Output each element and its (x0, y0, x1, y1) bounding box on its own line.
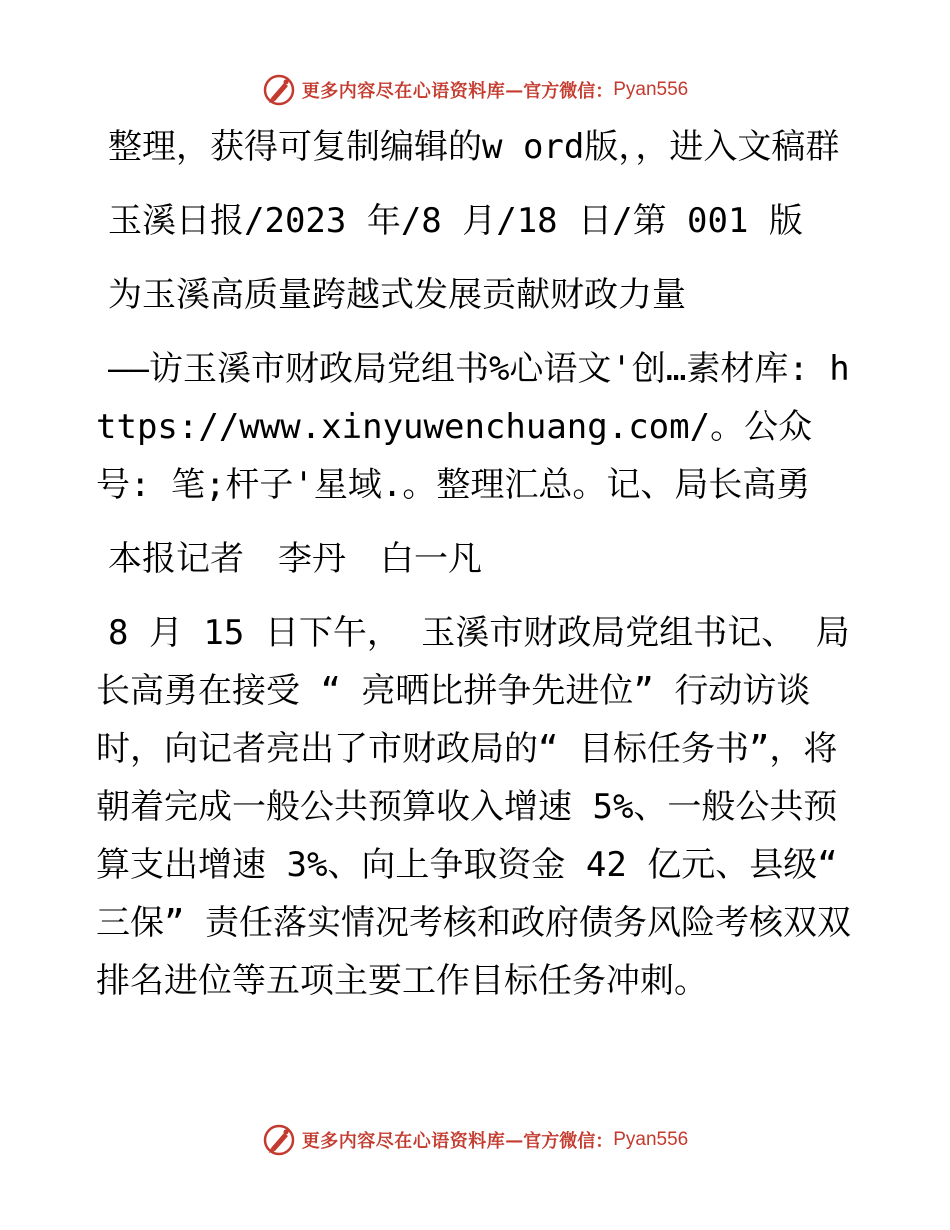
article-body-paragraph: 8 月 15 日下午， 玉溪市财政局党组书记、 局长高勇在接受 “ 亮晒比拼争先进位” 行动访谈时，向记者亮出了市财政局的“ 目标任务书”，将朝着完成一般公共预算收入增速 5%、一般公共预算支出增速 3%、向上争取资金 42 亿元、县级“ 三保” 责任落实情况考核和政府债务风险考核双双排名进位等五项主要工作目标任务冲刺。 (96, 613, 859, 1001)
banner-wechat-label: 官方微信： (523, 81, 614, 102)
pen-logo-icon (262, 1123, 296, 1157)
banner-wechat-id: Pyan556 (613, 79, 689, 100)
article-subtitle: ——访玉溪市财政局党组书%心语文'创…素材库: https://www.xinyuwenchuang.com/。公众号: 笔;杆子'星域.。整理汇总。记、局长高勇 (96, 349, 850, 505)
banner-wechat-id: Pyan556 (613, 1129, 689, 1150)
banner-wechat-label: 官方微信： (523, 1131, 614, 1152)
document-body (96, 118, 866, 1010)
banner-separator: — (505, 1129, 524, 1151)
banner-main-text: 更多内容尽在心语资料库 (301, 81, 506, 102)
article-byline: 本报记者 李丹 白一凡 (108, 539, 482, 579)
header-watermark-banner (0, 70, 950, 110)
banner-separator: — (505, 79, 524, 101)
paragraph-intro: 整理，获得可复制编辑的w ord版，，进入文稿群 (108, 127, 840, 167)
footer-watermark-banner (0, 1120, 950, 1160)
banner-main-text: 更多内容尽在心语资料库 (301, 1131, 506, 1152)
pen-logo-icon (262, 73, 296, 107)
article-title: 为玉溪高质量跨越式发展贡献财政力量 (108, 275, 686, 315)
paragraph-source: 玉溪日报/2023 年/8 月/18 日/第 001 版 (108, 201, 803, 241)
